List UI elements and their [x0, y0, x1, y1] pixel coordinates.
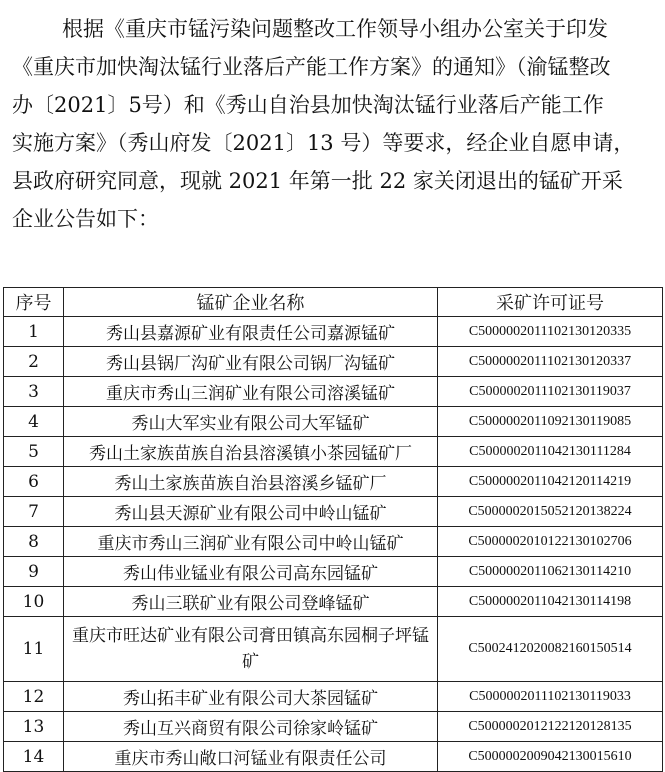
row-name: 秀山拓丰矿业有限公司大茶园锰矿 — [64, 682, 438, 712]
row-name: 重庆市秀山三润矿业有限公司中岭山锰矿 — [64, 527, 438, 557]
row-license: C5000002012122120128135 — [438, 712, 663, 742]
table-row — [4, 467, 663, 497]
table-row — [4, 617, 663, 682]
row-no: 12 — [4, 682, 64, 712]
row-no: 14 — [4, 742, 64, 772]
row-name: 秀山县锅厂沟矿业有限公司锅厂沟锰矿 — [64, 347, 438, 377]
row-license: C5000002009042130015610 — [438, 742, 663, 772]
row-license: C5000002011092130119085 — [438, 407, 663, 437]
row-no: 1 — [4, 317, 64, 347]
header-license: 采矿许可证号 — [438, 288, 663, 317]
intro-paragraph — [12, 10, 660, 238]
row-no: 5 — [4, 437, 64, 467]
table-row — [4, 682, 663, 712]
row-name: 秀山土家族苗族自治县溶溪镇小茶园锰矿厂 — [64, 437, 438, 467]
table-row — [4, 347, 663, 377]
table-row — [4, 587, 663, 617]
row-name: 秀山大军实业有限公司大军锰矿 — [64, 407, 438, 437]
row-name: 秀山互兴商贸有限公司徐家岭锰矿 — [64, 712, 438, 742]
intro-line: 办〔2021〕5号）和《秀山自治县加快淘汰锰行业落后产能工作 — [12, 93, 604, 117]
table-row — [4, 437, 663, 467]
row-license: C5000002015052120138224 — [438, 497, 663, 527]
header-no: 序号 — [4, 288, 64, 317]
table-row — [4, 407, 663, 437]
row-license: C5000002011062130114210 — [438, 557, 663, 587]
table-row — [4, 317, 663, 347]
table-row — [4, 712, 663, 742]
row-no: 2 — [4, 347, 64, 377]
table-row — [4, 497, 663, 527]
intro-line: 企业公告如下： — [12, 207, 159, 231]
row-license: C5000002011102130120335 — [438, 317, 663, 347]
row-license: C5002412020082160150514 — [438, 617, 663, 682]
table-row — [4, 557, 663, 587]
row-name: 秀山县天源矿业有限公司中岭山锰矿 — [64, 497, 438, 527]
row-license: C5000002011042130111284 — [438, 437, 663, 467]
row-no: 10 — [4, 587, 64, 617]
table-header-row — [4, 288, 663, 317]
row-no: 13 — [4, 712, 64, 742]
row-name: 重庆市秀山敞口河锰业有限责任公司 — [64, 742, 438, 772]
row-no: 4 — [4, 407, 64, 437]
row-name: 秀山三联矿业有限公司登峰锰矿 — [64, 587, 438, 617]
row-name: 重庆市旺达矿业有限公司膏田镇高东园桐子坪锰矿 — [64, 617, 438, 682]
row-license: C5000002011102130120337 — [438, 347, 663, 377]
row-no: 8 — [4, 527, 64, 557]
table-row — [4, 527, 663, 557]
intro-line: 《重庆市加快淘汰锰行业落后产能工作方案》的通知》（渝锰整改 — [12, 55, 611, 79]
intro-line: 实施方案》（秀山府发〔2021〕13 号）等要求，经企业自愿申请， — [12, 131, 635, 155]
row-no: 3 — [4, 377, 64, 407]
row-name: 秀山县嘉源矿业有限责任公司嘉源锰矿 — [64, 317, 438, 347]
row-license: C5000002011102130119037 — [438, 377, 663, 407]
row-name: 秀山伟业锰业有限公司高东园锰矿 — [64, 557, 438, 587]
row-name: 秀山土家族苗族自治县溶溪乡锰矿厂 — [64, 467, 438, 497]
row-license: C5000002011042130114198 — [438, 587, 663, 617]
row-license: C5000002011102130119033 — [438, 682, 663, 712]
intro-line: 根据《重庆市锰污染问题整改工作领导小组办公室关于印发 — [62, 17, 608, 41]
row-no: 9 — [4, 557, 64, 587]
table-row — [4, 377, 663, 407]
row-no: 11 — [4, 617, 64, 682]
mine-enterprise-table — [3, 287, 663, 772]
table-row — [4, 742, 663, 772]
row-license: C5000002010122130102706 — [438, 527, 663, 557]
row-license: C5000002011042120114219 — [438, 467, 663, 497]
row-no: 6 — [4, 467, 64, 497]
row-name: 重庆市秀山三润矿业有限公司溶溪锰矿 — [64, 377, 438, 407]
header-name: 锰矿企业名称 — [64, 288, 438, 317]
intro-line: 县政府研究同意，现就 2021 年第一批 22 家关闭退出的锰矿开采 — [12, 169, 623, 193]
row-no: 7 — [4, 497, 64, 527]
